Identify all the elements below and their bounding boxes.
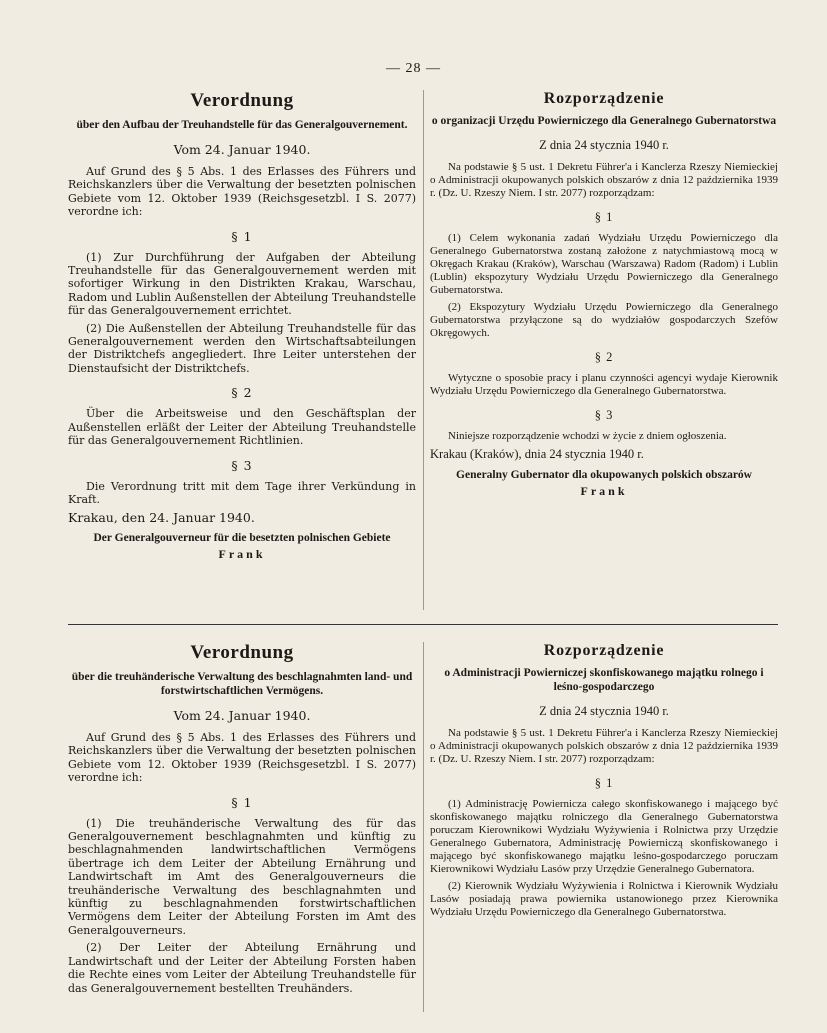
paragraph: (2) Der Leiter der Abteilung Ernährung und Landwirtschaft und der Leiter der Abteilung Forsten haben die Rechte eines vom Leiter der Abteilung Treuhandstelle für das Generalgouvernement bestellten Treuhänders. — [68, 941, 416, 995]
decree-subtitle: o Administracji Powierniczej skonfiskowanego majątku rolnego i leśno-gospodarczego — [444, 667, 764, 693]
section-heading: § 1 — [594, 776, 614, 790]
decree-verwaltung-polish — [430, 642, 778, 923]
paragraph: (2) Ekspozytury Wydziału Urzędu Powierniczego dla Generalnego Gubernatorstwa przyłączone są do wydziałów gospodarczych Szefów Okręgowych. — [430, 301, 778, 339]
section-heading: § 1 — [594, 210, 614, 224]
decree-subtitle: über den Aufbau der Treuhandstelle für das Generalgouvernement. — [76, 119, 408, 131]
place-date: Krakau (Kraków), dnia 24 stycznia 1940 r. — [430, 447, 644, 461]
page-number: — 28 — — [386, 61, 441, 76]
decree-subtitle: o organizacji Urzędu Powierniczego dla Generalnego Gubernatorstwa — [431, 115, 777, 127]
paragraph: (1) Administrację Powiernicza całego skonfiskowanego i mającego być skonfiskowanego majątku rolniczego dla Generalnego Gubernatorstwa poruczam Kierownikowi Wydziału Wyżywienia i Rolnictwa przy Urzędzie Generalnego Gubernatora, Administrację Powierniczą skonfiskowanego i mającego być skonfiskowanego majątku leśno-gospodarczego poruczam Kierownikowi Wydziału Lasów przy Urzędzie Generalnego Gubernatora. — [430, 798, 778, 875]
decree-date: Vom 24. Januar 1940. — [173, 142, 311, 157]
preamble: Na podstawie § 5 ust. 1 Dekretu Führer'a i Kanclerza Rzeszy Niemieckiej o Administracji okupowanych polskich obszarów z dnia 12 października 1939 r. (Dz. U. Rzeszy Niem. I str. 2077) rozporządzam: — [430, 727, 778, 765]
preamble: Auf Grund des § 5 Abs. 1 des Erlasses des Führers und Reichskanzlers über die Verwaltung der besetzten polnischen Gebiete vom 12. Oktober 1939 (Reichsgesetzbl. I S. 2077) verordne ich: — [68, 165, 416, 219]
paragraph: (1) Die treuhänderische Verwaltung des für das Generalgouvernement beschlagnahmten und künftig zu beschlagnahmenden landwirtschaftlichen Vermögens übertrage ich dem Leiter der Abteilung Ernährung und Landwirtschaft im Amt des Generalgouverneurs die treuhänderische Verwaltung des beschlagnahmten und künftig zu beschlagnahmenden forstwirtschaftlichen Vermögens dem Leiter der Abteilung Forsten im Amt des Generalgouverneurs. — [68, 816, 416, 937]
signer-name: Frank — [580, 484, 628, 498]
decree-subtitle: über die treuhänderische Verwaltung des beschlagnahmten land- und forstwirtschaftlichen Vermögens. — [71, 671, 413, 697]
section-heading: § 2 — [594, 350, 614, 364]
paragraph: Niniejsze rozporządzenie wchodzi w życie z dniem ogłoszenia. — [448, 430, 727, 442]
paragraph: Die Verordnung tritt mit dem Tage ihrer Verkündung in Kraft. — [68, 479, 416, 506]
decree-title: Rozporządzenie — [543, 642, 665, 659]
signer-name: Frank — [218, 547, 266, 562]
section-heading: § 3 — [231, 457, 253, 473]
preamble: Na podstawie § 5 ust. 1 Dekretu Führer'a i Kanclerza Rzeszy Niemieckiej o Administracji okupowanych polskich obszarów z dnia 12 października 1939 r. (Dz. U. Rzeszy Niem. I str. 2077) rozporządzam: — [430, 161, 778, 199]
signer-title: Der Generalgouverneur für die besetzten polnischen Gebiete — [93, 532, 391, 545]
paragraph: Wytyczne o sposobie pracy i planu czynności agencyi wydaje Kierownik Wydziału Urzędu Powierniczego dla Generalnego Gubernatorstwa. — [430, 372, 778, 397]
section-heading: § 1 — [231, 794, 253, 810]
signer-title: Generalny Gubernator dla okupowanych polskich obszarów — [456, 469, 752, 481]
decree-title: Verordnung — [190, 642, 294, 663]
decree-title: Rozporządzenie — [543, 90, 665, 107]
column-divider-bottom — [423, 642, 424, 1012]
decree-verwaltung-german — [68, 642, 416, 999]
decree-title: Verordnung — [190, 90, 294, 111]
paragraph: (1) Celem wykonania zadań Wydziału Urzędu Powierniczego dla Generalnego Gubernatorstwa zostaną założone z natychmiastową mocą w Okręgach Krakau (Kraków), Warschau (Warszawa) Radom (Radom) i Lublin (Lublin) ekspozytury Wydziału Urzędu Powierniczego dla Generalnego Gubernatorstwa. — [430, 232, 778, 296]
decree-treuhandstelle-german — [68, 90, 416, 562]
paragraph: (2) Die Außenstellen der Abteilung Treuhandstelle für das Generalgouvernement werden den Wirtschaftsabteilungen der Distriktchefs angegliedert. Ihre Leiter unterstehen der Dienstaufsicht der Distriktchefs. — [68, 321, 416, 375]
column-divider-top — [423, 90, 424, 610]
decree-date: Z dnia 24 stycznia 1940 r. — [539, 704, 669, 718]
decree-date: Vom 24. Januar 1940. — [173, 708, 311, 723]
section-heading: § 2 — [231, 385, 253, 401]
paragraph: Über die Arbeitsweise und den Geschäftsplan der Außenstellen erläßt der Leiter der Abteilung Treuhandstelle für das Generalgouvernement Richtlinien. — [68, 407, 416, 448]
decree-date: Z dnia 24 stycznia 1940 r. — [539, 138, 669, 152]
section-divider — [68, 624, 778, 625]
decree-treuhandstelle-polish — [430, 90, 778, 499]
preamble: Auf Grund des § 5 Abs. 1 des Erlasses des Führers und Reichskanzlers über die Verwaltung der besetzten polnischen Gebiete vom 12. Oktober 1939 (Reichsgesetzbl. I S. 2077) verordne ich: — [68, 731, 416, 785]
place-date: Krakau, den 24. Januar 1940. — [68, 510, 255, 526]
paragraph: (2) Kierownik Wydziału Wyżywienia i Rolnictwa i Kierownik Wydziału Lasów posiadają prawa powiernika ustanowionego przez Kierownika Wydziału Urzędu Powierniczego dla Generalnego Gubernatorstwa. — [430, 880, 778, 918]
paragraph: (1) Zur Durchführung der Aufgaben der Abteilung Treuhandstelle für das Generalgouvernement werden mit sofortiger Wirkung in den Distrikten Krakau, Warschau, Radom und Lublin Außenstellen der Abteilung Treuhandstelle für das Generalgouvernement errichtet. — [68, 250, 416, 318]
section-heading: § 1 — [231, 228, 253, 244]
section-heading: § 3 — [594, 408, 614, 422]
